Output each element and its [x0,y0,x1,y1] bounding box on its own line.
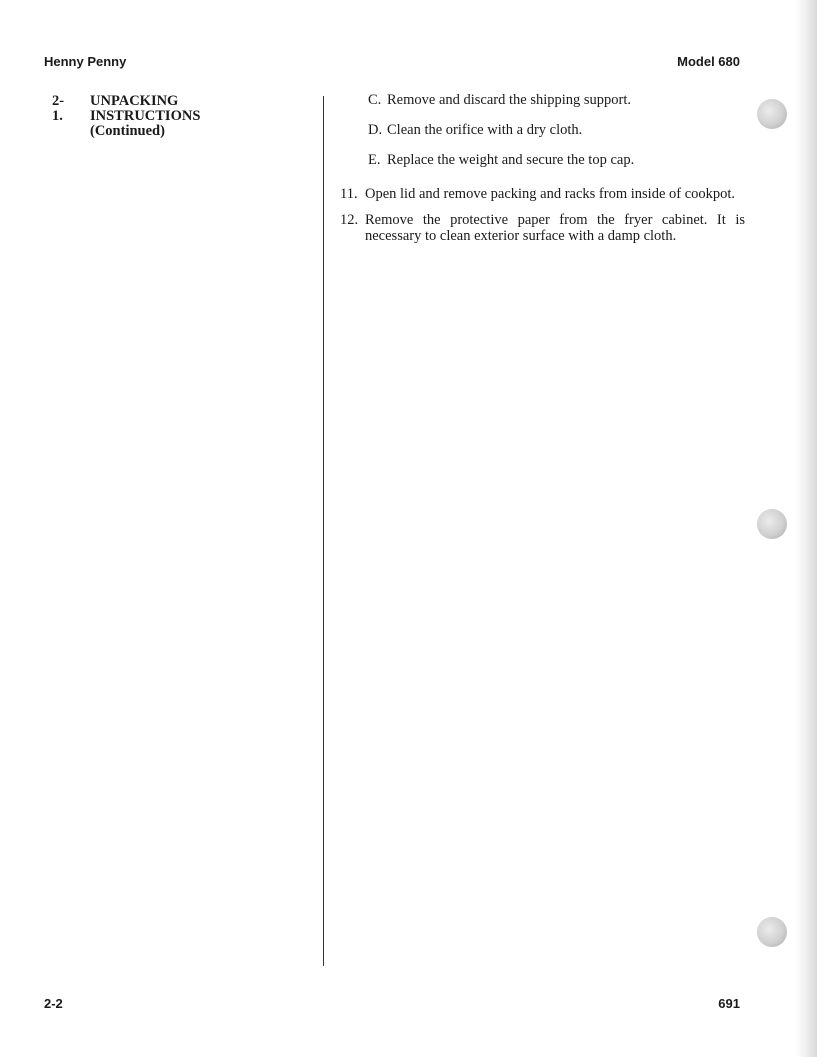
sub-step [368,92,745,108]
step [340,212,745,244]
section-title-line: UNPACKING [90,93,179,109]
column-divider [323,96,324,966]
sub-step-marker: C. [368,92,382,108]
step-number: 11. [340,186,358,202]
header-model: Model 680 [677,54,740,69]
section-title-line: INSTRUCTIONS [90,108,201,124]
sub-step [368,122,745,138]
binder-hole-icon [757,509,787,539]
section-title-line: (Continued) [90,123,165,139]
header-brand: Henny Penny [44,54,127,69]
page-edge-shadow [795,0,817,1057]
step [340,186,745,202]
step-text: Remove the protective paper from the fryer cabinet. It is necessary to clean exterior surface with a damp cloth. [365,212,745,244]
sub-step-marker: D. [368,122,383,138]
document-code: 691 [718,996,740,1011]
sub-step-text: Replace the weight and secure the top cap. [387,152,635,168]
sub-step-marker: E. [368,152,381,168]
step-number: 12. [340,212,359,228]
step-text: Open lid and remove packing and racks from inside of cookpot. [365,186,736,202]
sub-step [368,152,745,168]
section-number: 2-1. [52,93,65,124]
binder-hole-icon [757,917,787,947]
instruction-content [340,92,745,254]
sub-step-text: Remove and discard the shipping support. [387,92,632,108]
page-number: 2-2 [44,996,63,1011]
sub-step-text: Clean the orifice with a dry cloth. [387,122,583,138]
binder-hole-icon [757,99,787,129]
